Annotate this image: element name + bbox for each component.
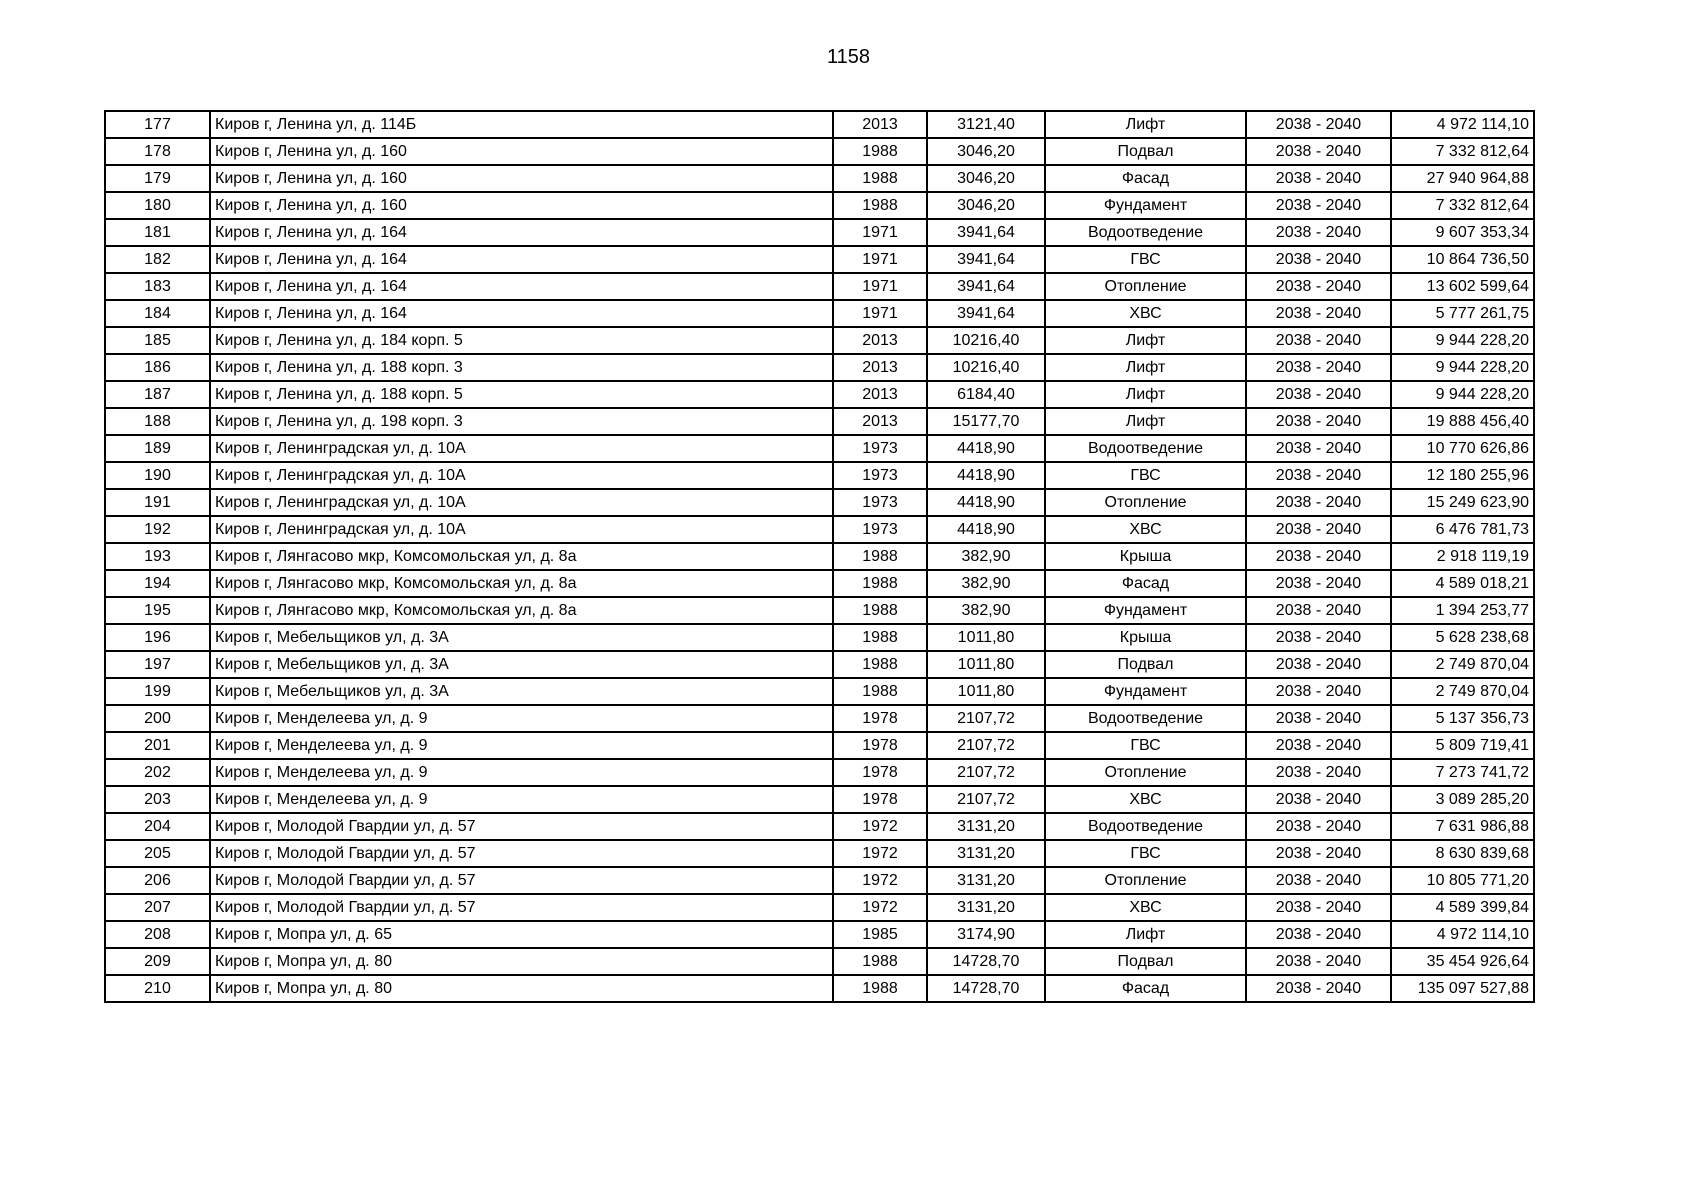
work-type-cell: Отопление: [1045, 759, 1246, 786]
row-number-cell: 188: [105, 408, 210, 435]
address-cell: Киров г, Менделеева ул, д. 9: [210, 705, 833, 732]
work-type-cell: Подвал: [1045, 651, 1246, 678]
work-type-cell: Лифт: [1045, 408, 1246, 435]
year-cell: 1973: [833, 435, 927, 462]
address-cell: Киров г, Ленина ул, д. 198 корп. 3: [210, 408, 833, 435]
cost-cell: 10 770 626,86: [1391, 435, 1534, 462]
address-cell: Киров г, Ленина ул, д. 114Б: [210, 111, 833, 138]
work-type-cell: Лифт: [1045, 111, 1246, 138]
work-type-cell: Водоотведение: [1045, 813, 1246, 840]
address-cell: Киров г, Лянгасово мкр, Комсомольская ул, д. 8а: [210, 597, 833, 624]
period-cell: 2038 - 2040: [1246, 435, 1391, 462]
cost-cell: 13 602 599,64: [1391, 273, 1534, 300]
area-cell: 4418,90: [927, 435, 1045, 462]
table-row: [105, 246, 1534, 273]
period-cell: 2038 - 2040: [1246, 246, 1391, 273]
work-type-cell: ХВС: [1045, 786, 1246, 813]
table-row: [105, 732, 1534, 759]
work-type-cell: Крыша: [1045, 543, 1246, 570]
year-cell: 1988: [833, 624, 927, 651]
work-type-cell: ГВС: [1045, 840, 1246, 867]
row-number-cell: 201: [105, 732, 210, 759]
row-number-cell: 206: [105, 867, 210, 894]
address-cell: Киров г, Ленина ул, д. 160: [210, 192, 833, 219]
work-type-cell: ХВС: [1045, 516, 1246, 543]
table-row: [105, 543, 1534, 570]
year-cell: 1973: [833, 516, 927, 543]
row-number-cell: 203: [105, 786, 210, 813]
row-number-cell: 204: [105, 813, 210, 840]
row-number-cell: 210: [105, 975, 210, 1002]
table-row: [105, 921, 1534, 948]
year-cell: 1988: [833, 597, 927, 624]
year-cell: 1988: [833, 651, 927, 678]
address-cell: Киров г, Ленинградская ул, д. 10А: [210, 489, 833, 516]
cost-cell: 4 589 399,84: [1391, 894, 1534, 921]
period-cell: 2038 - 2040: [1246, 570, 1391, 597]
address-cell: Киров г, Молодой Гвардии ул, д. 57: [210, 894, 833, 921]
year-cell: 1973: [833, 489, 927, 516]
row-number-cell: 191: [105, 489, 210, 516]
table-row: [105, 138, 1534, 165]
work-type-cell: Фундамент: [1045, 192, 1246, 219]
table-row: [105, 840, 1534, 867]
address-cell: Киров г, Ленина ул, д. 164: [210, 300, 833, 327]
year-cell: 1988: [833, 948, 927, 975]
period-cell: 2038 - 2040: [1246, 894, 1391, 921]
table-row: [105, 975, 1534, 1002]
work-type-cell: Фасад: [1045, 570, 1246, 597]
cost-cell: 9 944 228,20: [1391, 354, 1534, 381]
work-type-cell: Отопление: [1045, 867, 1246, 894]
cost-cell: 19 888 456,40: [1391, 408, 1534, 435]
period-cell: 2038 - 2040: [1246, 543, 1391, 570]
work-type-cell: Лифт: [1045, 354, 1246, 381]
row-number-cell: 185: [105, 327, 210, 354]
year-cell: 1988: [833, 678, 927, 705]
work-type-cell: ГВС: [1045, 246, 1246, 273]
area-cell: 3131,20: [927, 813, 1045, 840]
year-cell: 1988: [833, 570, 927, 597]
cost-cell: 2 749 870,04: [1391, 651, 1534, 678]
row-number-cell: 186: [105, 354, 210, 381]
table-row: [105, 813, 1534, 840]
row-number-cell: 200: [105, 705, 210, 732]
area-cell: 4418,90: [927, 516, 1045, 543]
year-cell: 1985: [833, 921, 927, 948]
year-cell: 2013: [833, 408, 927, 435]
period-cell: 2038 - 2040: [1246, 138, 1391, 165]
period-cell: 2038 - 2040: [1246, 732, 1391, 759]
row-number-cell: 181: [105, 219, 210, 246]
cost-cell: 5 809 719,41: [1391, 732, 1534, 759]
area-cell: 3941,64: [927, 300, 1045, 327]
work-type-cell: Подвал: [1045, 138, 1246, 165]
row-number-cell: 196: [105, 624, 210, 651]
area-cell: 382,90: [927, 597, 1045, 624]
row-number-cell: 187: [105, 381, 210, 408]
area-cell: 3131,20: [927, 840, 1045, 867]
address-cell: Киров г, Ленина ул, д. 188 корп. 3: [210, 354, 833, 381]
cost-cell: 4 972 114,10: [1391, 111, 1534, 138]
row-number-cell: 194: [105, 570, 210, 597]
address-cell: Киров г, Ленина ул, д. 160: [210, 138, 833, 165]
period-cell: 2038 - 2040: [1246, 921, 1391, 948]
address-cell: Киров г, Лянгасово мкр, Комсомольская ул, д. 8а: [210, 543, 833, 570]
row-number-cell: 209: [105, 948, 210, 975]
work-type-cell: Подвал: [1045, 948, 1246, 975]
period-cell: 2038 - 2040: [1246, 273, 1391, 300]
table-row: [105, 408, 1534, 435]
period-cell: 2038 - 2040: [1246, 597, 1391, 624]
table-body: [105, 111, 1534, 1002]
address-cell: Киров г, Менделеева ул, д. 9: [210, 759, 833, 786]
year-cell: 1972: [833, 840, 927, 867]
cost-cell: 1 394 253,77: [1391, 597, 1534, 624]
address-cell: Киров г, Ленина ул, д. 164: [210, 246, 833, 273]
row-number-cell: 182: [105, 246, 210, 273]
period-cell: 2038 - 2040: [1246, 516, 1391, 543]
area-cell: 382,90: [927, 543, 1045, 570]
address-cell: Киров г, Молодой Гвардии ул, д. 57: [210, 813, 833, 840]
period-cell: 2038 - 2040: [1246, 840, 1391, 867]
period-cell: 2038 - 2040: [1246, 624, 1391, 651]
year-cell: 1988: [833, 192, 927, 219]
year-cell: 1972: [833, 813, 927, 840]
period-cell: 2038 - 2040: [1246, 651, 1391, 678]
cost-cell: 15 249 623,90: [1391, 489, 1534, 516]
cost-cell: 2 749 870,04: [1391, 678, 1534, 705]
period-cell: 2038 - 2040: [1246, 867, 1391, 894]
area-cell: 15177,70: [927, 408, 1045, 435]
year-cell: 1972: [833, 894, 927, 921]
period-cell: 2038 - 2040: [1246, 408, 1391, 435]
period-cell: 2038 - 2040: [1246, 192, 1391, 219]
area-cell: 10216,40: [927, 354, 1045, 381]
period-cell: 2038 - 2040: [1246, 759, 1391, 786]
address-cell: Киров г, Ленина ул, д. 164: [210, 219, 833, 246]
area-cell: 3174,90: [927, 921, 1045, 948]
table-row: [105, 894, 1534, 921]
area-cell: 4418,90: [927, 462, 1045, 489]
area-cell: 3941,64: [927, 273, 1045, 300]
period-cell: 2038 - 2040: [1246, 462, 1391, 489]
repair-schedule-table: [104, 110, 1535, 1003]
address-cell: Киров г, Мопра ул, д. 80: [210, 975, 833, 1002]
address-cell: Киров г, Лянгасово мкр, Комсомольская ул, д. 8а: [210, 570, 833, 597]
row-number-cell: 177: [105, 111, 210, 138]
row-number-cell: 199: [105, 678, 210, 705]
period-cell: 2038 - 2040: [1246, 813, 1391, 840]
area-cell: 3046,20: [927, 138, 1045, 165]
table-row: [105, 327, 1534, 354]
work-type-cell: Водоотведение: [1045, 705, 1246, 732]
table-row: [105, 651, 1534, 678]
area-cell: 3131,20: [927, 867, 1045, 894]
area-cell: 2107,72: [927, 759, 1045, 786]
work-type-cell: Фасад: [1045, 975, 1246, 1002]
cost-cell: 4 972 114,10: [1391, 921, 1534, 948]
table-row: [105, 489, 1534, 516]
work-type-cell: Отопление: [1045, 489, 1246, 516]
table-row: [105, 624, 1534, 651]
table-row: [105, 570, 1534, 597]
area-cell: 3046,20: [927, 192, 1045, 219]
row-number-cell: 205: [105, 840, 210, 867]
period-cell: 2038 - 2040: [1246, 786, 1391, 813]
cost-cell: 7 631 986,88: [1391, 813, 1534, 840]
address-cell: Киров г, Ленинградская ул, д. 10А: [210, 462, 833, 489]
year-cell: 1978: [833, 786, 927, 813]
period-cell: 2038 - 2040: [1246, 219, 1391, 246]
cost-cell: 9 944 228,20: [1391, 327, 1534, 354]
area-cell: 3941,64: [927, 246, 1045, 273]
area-cell: 14728,70: [927, 975, 1045, 1002]
row-number-cell: 179: [105, 165, 210, 192]
year-cell: 2013: [833, 111, 927, 138]
address-cell: Киров г, Ленинградская ул, д. 10А: [210, 516, 833, 543]
area-cell: 3941,64: [927, 219, 1045, 246]
year-cell: 1971: [833, 246, 927, 273]
row-number-cell: 208: [105, 921, 210, 948]
cost-cell: 5 777 261,75: [1391, 300, 1534, 327]
address-cell: Киров г, Менделеева ул, д. 9: [210, 732, 833, 759]
cost-cell: 9 607 353,34: [1391, 219, 1534, 246]
area-cell: 2107,72: [927, 786, 1045, 813]
area-cell: 1011,80: [927, 678, 1045, 705]
table-row: [105, 165, 1534, 192]
period-cell: 2038 - 2040: [1246, 327, 1391, 354]
period-cell: 2038 - 2040: [1246, 381, 1391, 408]
work-type-cell: Отопление: [1045, 273, 1246, 300]
table-row: [105, 786, 1534, 813]
area-cell: 3121,40: [927, 111, 1045, 138]
table-row: [105, 678, 1534, 705]
area-cell: 2107,72: [927, 732, 1045, 759]
table-row: [105, 597, 1534, 624]
area-cell: 382,90: [927, 570, 1045, 597]
cost-cell: 4 589 018,21: [1391, 570, 1534, 597]
cost-cell: 7 273 741,72: [1391, 759, 1534, 786]
work-type-cell: ГВС: [1045, 462, 1246, 489]
area-cell: 2107,72: [927, 705, 1045, 732]
address-cell: Киров г, Молодой Гвардии ул, д. 57: [210, 840, 833, 867]
table-row: [105, 219, 1534, 246]
address-cell: Киров г, Менделеева ул, д. 9: [210, 786, 833, 813]
period-cell: 2038 - 2040: [1246, 489, 1391, 516]
work-type-cell: Лифт: [1045, 381, 1246, 408]
table-row: [105, 759, 1534, 786]
cost-cell: 35 454 926,64: [1391, 948, 1534, 975]
cost-cell: 5 628 238,68: [1391, 624, 1534, 651]
table-row: [105, 867, 1534, 894]
cost-cell: 10 864 736,50: [1391, 246, 1534, 273]
table-row: [105, 705, 1534, 732]
year-cell: 2013: [833, 354, 927, 381]
year-cell: 1973: [833, 462, 927, 489]
row-number-cell: 178: [105, 138, 210, 165]
address-cell: Киров г, Мебельщиков ул, д. 3А: [210, 678, 833, 705]
row-number-cell: 193: [105, 543, 210, 570]
year-cell: 1971: [833, 219, 927, 246]
year-cell: 1988: [833, 165, 927, 192]
row-number-cell: 183: [105, 273, 210, 300]
work-type-cell: Лифт: [1045, 921, 1246, 948]
cost-cell: 12 180 255,96: [1391, 462, 1534, 489]
address-cell: Киров г, Ленина ул, д. 188 корп. 5: [210, 381, 833, 408]
area-cell: 4418,90: [927, 489, 1045, 516]
period-cell: 2038 - 2040: [1246, 948, 1391, 975]
area-cell: 6184,40: [927, 381, 1045, 408]
address-cell: Киров г, Мебельщиков ул, д. 3А: [210, 651, 833, 678]
work-type-cell: Фундамент: [1045, 597, 1246, 624]
work-type-cell: Крыша: [1045, 624, 1246, 651]
area-cell: 1011,80: [927, 624, 1045, 651]
address-cell: Киров г, Мопра ул, д. 65: [210, 921, 833, 948]
table-row: [105, 192, 1534, 219]
table-row: [105, 948, 1534, 975]
table-row: [105, 435, 1534, 462]
address-cell: Киров г, Мебельщиков ул, д. 3А: [210, 624, 833, 651]
address-cell: Киров г, Ленина ул, д. 184 корп. 5: [210, 327, 833, 354]
year-cell: 1971: [833, 300, 927, 327]
work-type-cell: ГВС: [1045, 732, 1246, 759]
cost-cell: 10 805 771,20: [1391, 867, 1534, 894]
address-cell: Киров г, Ленина ул, д. 164: [210, 273, 833, 300]
row-number-cell: 180: [105, 192, 210, 219]
year-cell: 2013: [833, 381, 927, 408]
table-row: [105, 462, 1534, 489]
area-cell: 3046,20: [927, 165, 1045, 192]
row-number-cell: 195: [105, 597, 210, 624]
work-type-cell: Фасад: [1045, 165, 1246, 192]
cost-cell: 8 630 839,68: [1391, 840, 1534, 867]
area-cell: 14728,70: [927, 948, 1045, 975]
table-row: [105, 111, 1534, 138]
cost-cell: 27 940 964,88: [1391, 165, 1534, 192]
period-cell: 2038 - 2040: [1246, 678, 1391, 705]
cost-cell: 7 332 812,64: [1391, 192, 1534, 219]
area-cell: 10216,40: [927, 327, 1045, 354]
year-cell: 1971: [833, 273, 927, 300]
year-cell: 1988: [833, 543, 927, 570]
table-row: [105, 300, 1534, 327]
address-cell: Киров г, Молодой Гвардии ул, д. 57: [210, 867, 833, 894]
period-cell: 2038 - 2040: [1246, 111, 1391, 138]
row-number-cell: 207: [105, 894, 210, 921]
work-type-cell: ХВС: [1045, 894, 1246, 921]
table-row: [105, 354, 1534, 381]
page-number: 1158: [826, 46, 870, 68]
table-row: [105, 273, 1534, 300]
period-cell: 2038 - 2040: [1246, 165, 1391, 192]
period-cell: 2038 - 2040: [1246, 300, 1391, 327]
year-cell: 1978: [833, 732, 927, 759]
cost-cell: 9 944 228,20: [1391, 381, 1534, 408]
row-number-cell: 184: [105, 300, 210, 327]
address-cell: Киров г, Ленина ул, д. 160: [210, 165, 833, 192]
period-cell: 2038 - 2040: [1246, 975, 1391, 1002]
table-row: [105, 381, 1534, 408]
year-cell: 1988: [833, 138, 927, 165]
work-type-cell: Водоотведение: [1045, 435, 1246, 462]
area-cell: 3131,20: [927, 894, 1045, 921]
work-type-cell: Лифт: [1045, 327, 1246, 354]
cost-cell: 3 089 285,20: [1391, 786, 1534, 813]
row-number-cell: 189: [105, 435, 210, 462]
address-cell: Киров г, Ленинградская ул, д. 10А: [210, 435, 833, 462]
year-cell: 1972: [833, 867, 927, 894]
row-number-cell: 202: [105, 759, 210, 786]
work-type-cell: Фундамент: [1045, 678, 1246, 705]
work-type-cell: ХВС: [1045, 300, 1246, 327]
cost-cell: 135 097 527,88: [1391, 975, 1534, 1002]
row-number-cell: 197: [105, 651, 210, 678]
year-cell: 2013: [833, 327, 927, 354]
year-cell: 1988: [833, 975, 927, 1002]
cost-cell: 5 137 356,73: [1391, 705, 1534, 732]
address-cell: Киров г, Мопра ул, д. 80: [210, 948, 833, 975]
work-type-cell: Водоотведение: [1045, 219, 1246, 246]
area-cell: 1011,80: [927, 651, 1045, 678]
table-row: [105, 516, 1534, 543]
row-number-cell: 190: [105, 462, 210, 489]
row-number-cell: 192: [105, 516, 210, 543]
cost-cell: 2 918 119,19: [1391, 543, 1534, 570]
period-cell: 2038 - 2040: [1246, 354, 1391, 381]
cost-cell: 7 332 812,64: [1391, 138, 1534, 165]
cost-cell: 6 476 781,73: [1391, 516, 1534, 543]
year-cell: 1978: [833, 759, 927, 786]
period-cell: 2038 - 2040: [1246, 705, 1391, 732]
year-cell: 1978: [833, 705, 927, 732]
